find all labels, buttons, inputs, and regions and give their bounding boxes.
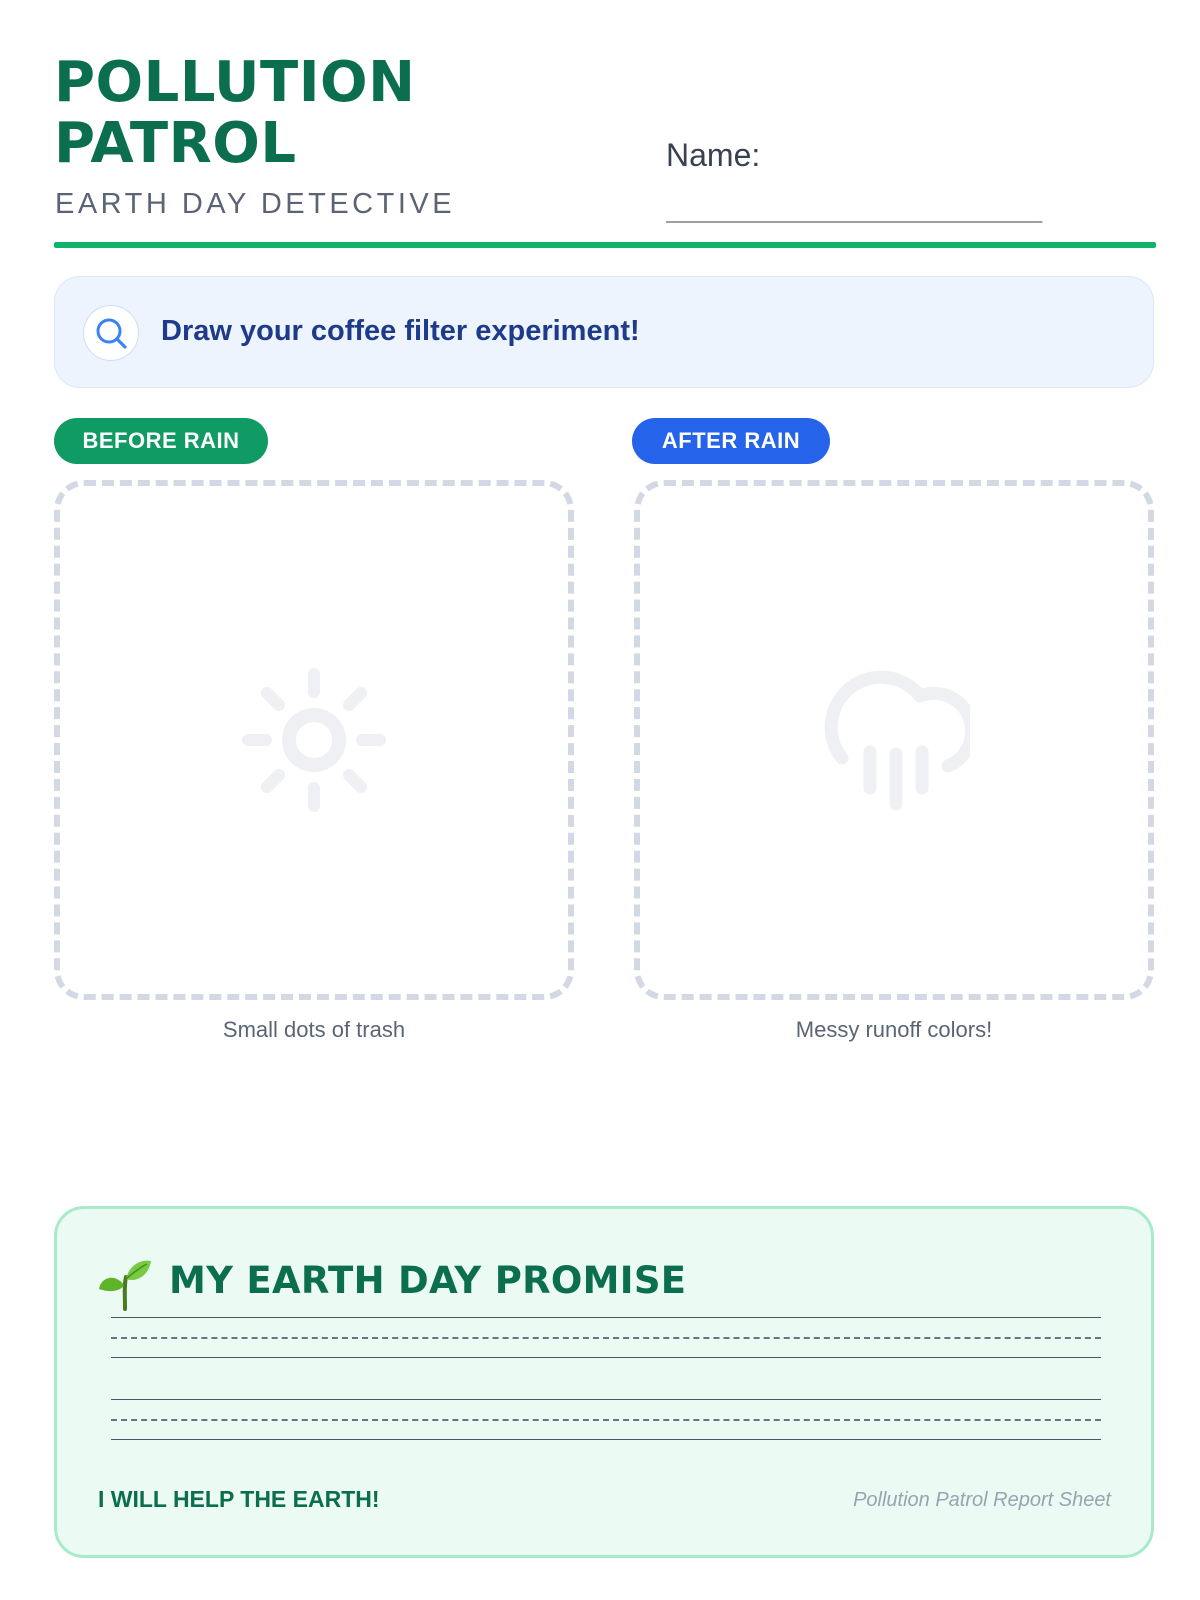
promise-pledge: I WILL HELP THE EARTH! — [98, 1486, 380, 1512]
search-icon — [83, 305, 139, 361]
title-line-2: PATROL — [54, 111, 297, 176]
before-rain-drawing-area[interactable] — [54, 480, 574, 1000]
title-line-1: POLLUTION — [54, 50, 416, 115]
name-label: Name: — [666, 137, 761, 173]
sun-icon — [240, 666, 388, 814]
cloud-rain-icon — [820, 666, 970, 816]
promise-title: MY EARTH DAY PROMISE — [169, 1259, 687, 1302]
instruction-banner — [54, 276, 1154, 388]
report-sheet-footer: Pollution Patrol Report Sheet — [853, 1489, 1111, 1511]
page-title — [54, 52, 416, 174]
after-rain-caption: Messy runoff colors! — [795, 1017, 993, 1042]
before-rain-caption: Small dots of trash — [222, 1017, 406, 1042]
before-rain-tag: BEFORE RAIN — [54, 418, 268, 464]
after-rain-drawing-area[interactable] — [634, 480, 1154, 1000]
name-write-line[interactable]: ________________________ — [666, 192, 1042, 223]
earth-day-promise-section — [54, 1206, 1154, 1558]
seedling-icon — [97, 1255, 153, 1311]
instruction-text: Draw your coffee filter experiment! — [161, 315, 640, 347]
after-rain-tag: AFTER RAIN — [632, 418, 830, 464]
header-divider — [54, 242, 1156, 248]
handwriting-line-1[interactable] — [111, 1317, 1101, 1358]
page-subtitle: EARTH DAY DETECTIVE — [55, 188, 456, 220]
handwriting-line-2[interactable] — [111, 1399, 1101, 1440]
